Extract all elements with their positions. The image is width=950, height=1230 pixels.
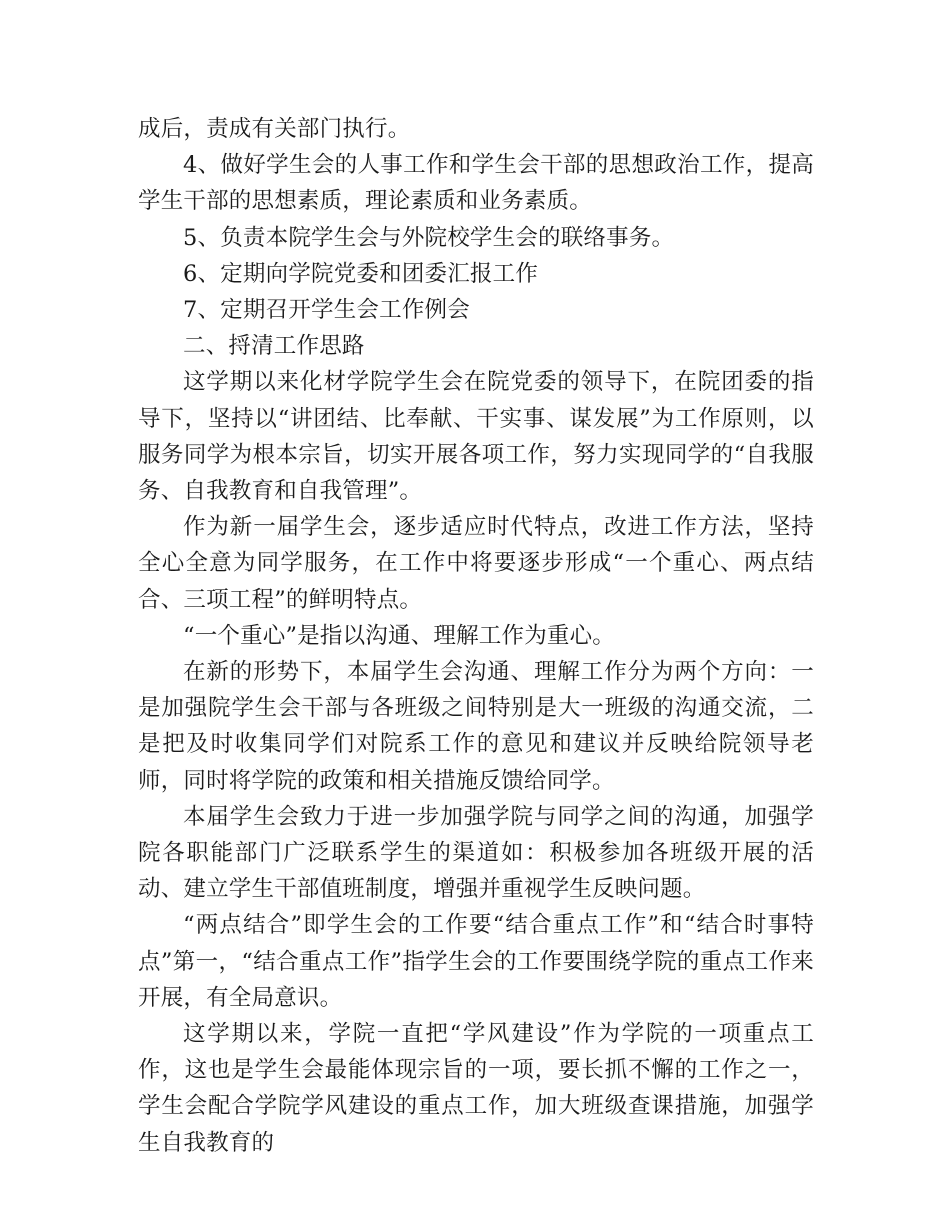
paragraph: 这学期以来化材学院学生会在院党委的领导下，在院团委的指导下，坚持以“讲团结、比奉献、干实事、谋发展”为工作原则，以服务同学为根本宗旨，切实开展各项工作，努力实现同学的“自我服务、自我教育和自我管理”。 (138, 369, 814, 505)
document-body (138, 111, 814, 1161)
paragraph: 成后，责成有关部门执行。 (138, 116, 411, 142)
paragraph: “一个重心”是指以沟通、理解工作为重心。 (183, 622, 616, 649)
paragraph: 7、定期召开学生会工作例会 (183, 297, 470, 324)
paragraph: 在新的形势下，本届学生会沟通、理解工作分为两个方向：一是加强院学生会干部与各班级之间特别是大一班级的沟通交流，二是把及时收集同学们对院系工作的意见和建议并反映给院领导老师，同时将学院的政策和相关措施反馈给同学。 (138, 659, 814, 794)
section-heading: 二、捋清工作思路 (183, 333, 365, 360)
paragraph: “两点结合”即学生会的工作要“结合重点工作”和“结合时事特点”第一，“结合重点工作”指学生会的工作要围绕学院的重点工作来开展，有全局意识。 (138, 912, 814, 1011)
paragraph: 5、负责本院学生会与外院校学生会的联络事务。 (183, 224, 675, 251)
paragraph: 4、做好学生会的人事工作和学生会干部的思想政治工作，提高学生干部的思想素质，理论素质和业务素质。 (138, 152, 814, 215)
paragraph: 这学期以来，学院一直把“学风建设”作为学院的一项重点工作，这也是学生会最能体现宗旨的一项，要长抓不懈的工作之一，学生会配合学院学风建设的重点工作，加大班级查课措施，加强学生自我教育的 (138, 1021, 814, 1156)
paragraph: 6、定期向学院党委和团委汇报工作 (183, 260, 539, 287)
paragraph: 本届学生会致力于进一步加强学院与同学之间的沟通，加强学院各职能部门广泛联系学生的渠道如：积极参加各班级开展的活动、建立学生干部值班制度，增强并重视学生反映问题。 (138, 803, 814, 903)
paragraph: 作为新一届学生会，逐步适应时代特点，改进工作方法，坚持全心全意为同学服务，在工作中将要逐步形成“一个重心、两点结合、三项工程”的鲜明特点。 (138, 514, 814, 613)
